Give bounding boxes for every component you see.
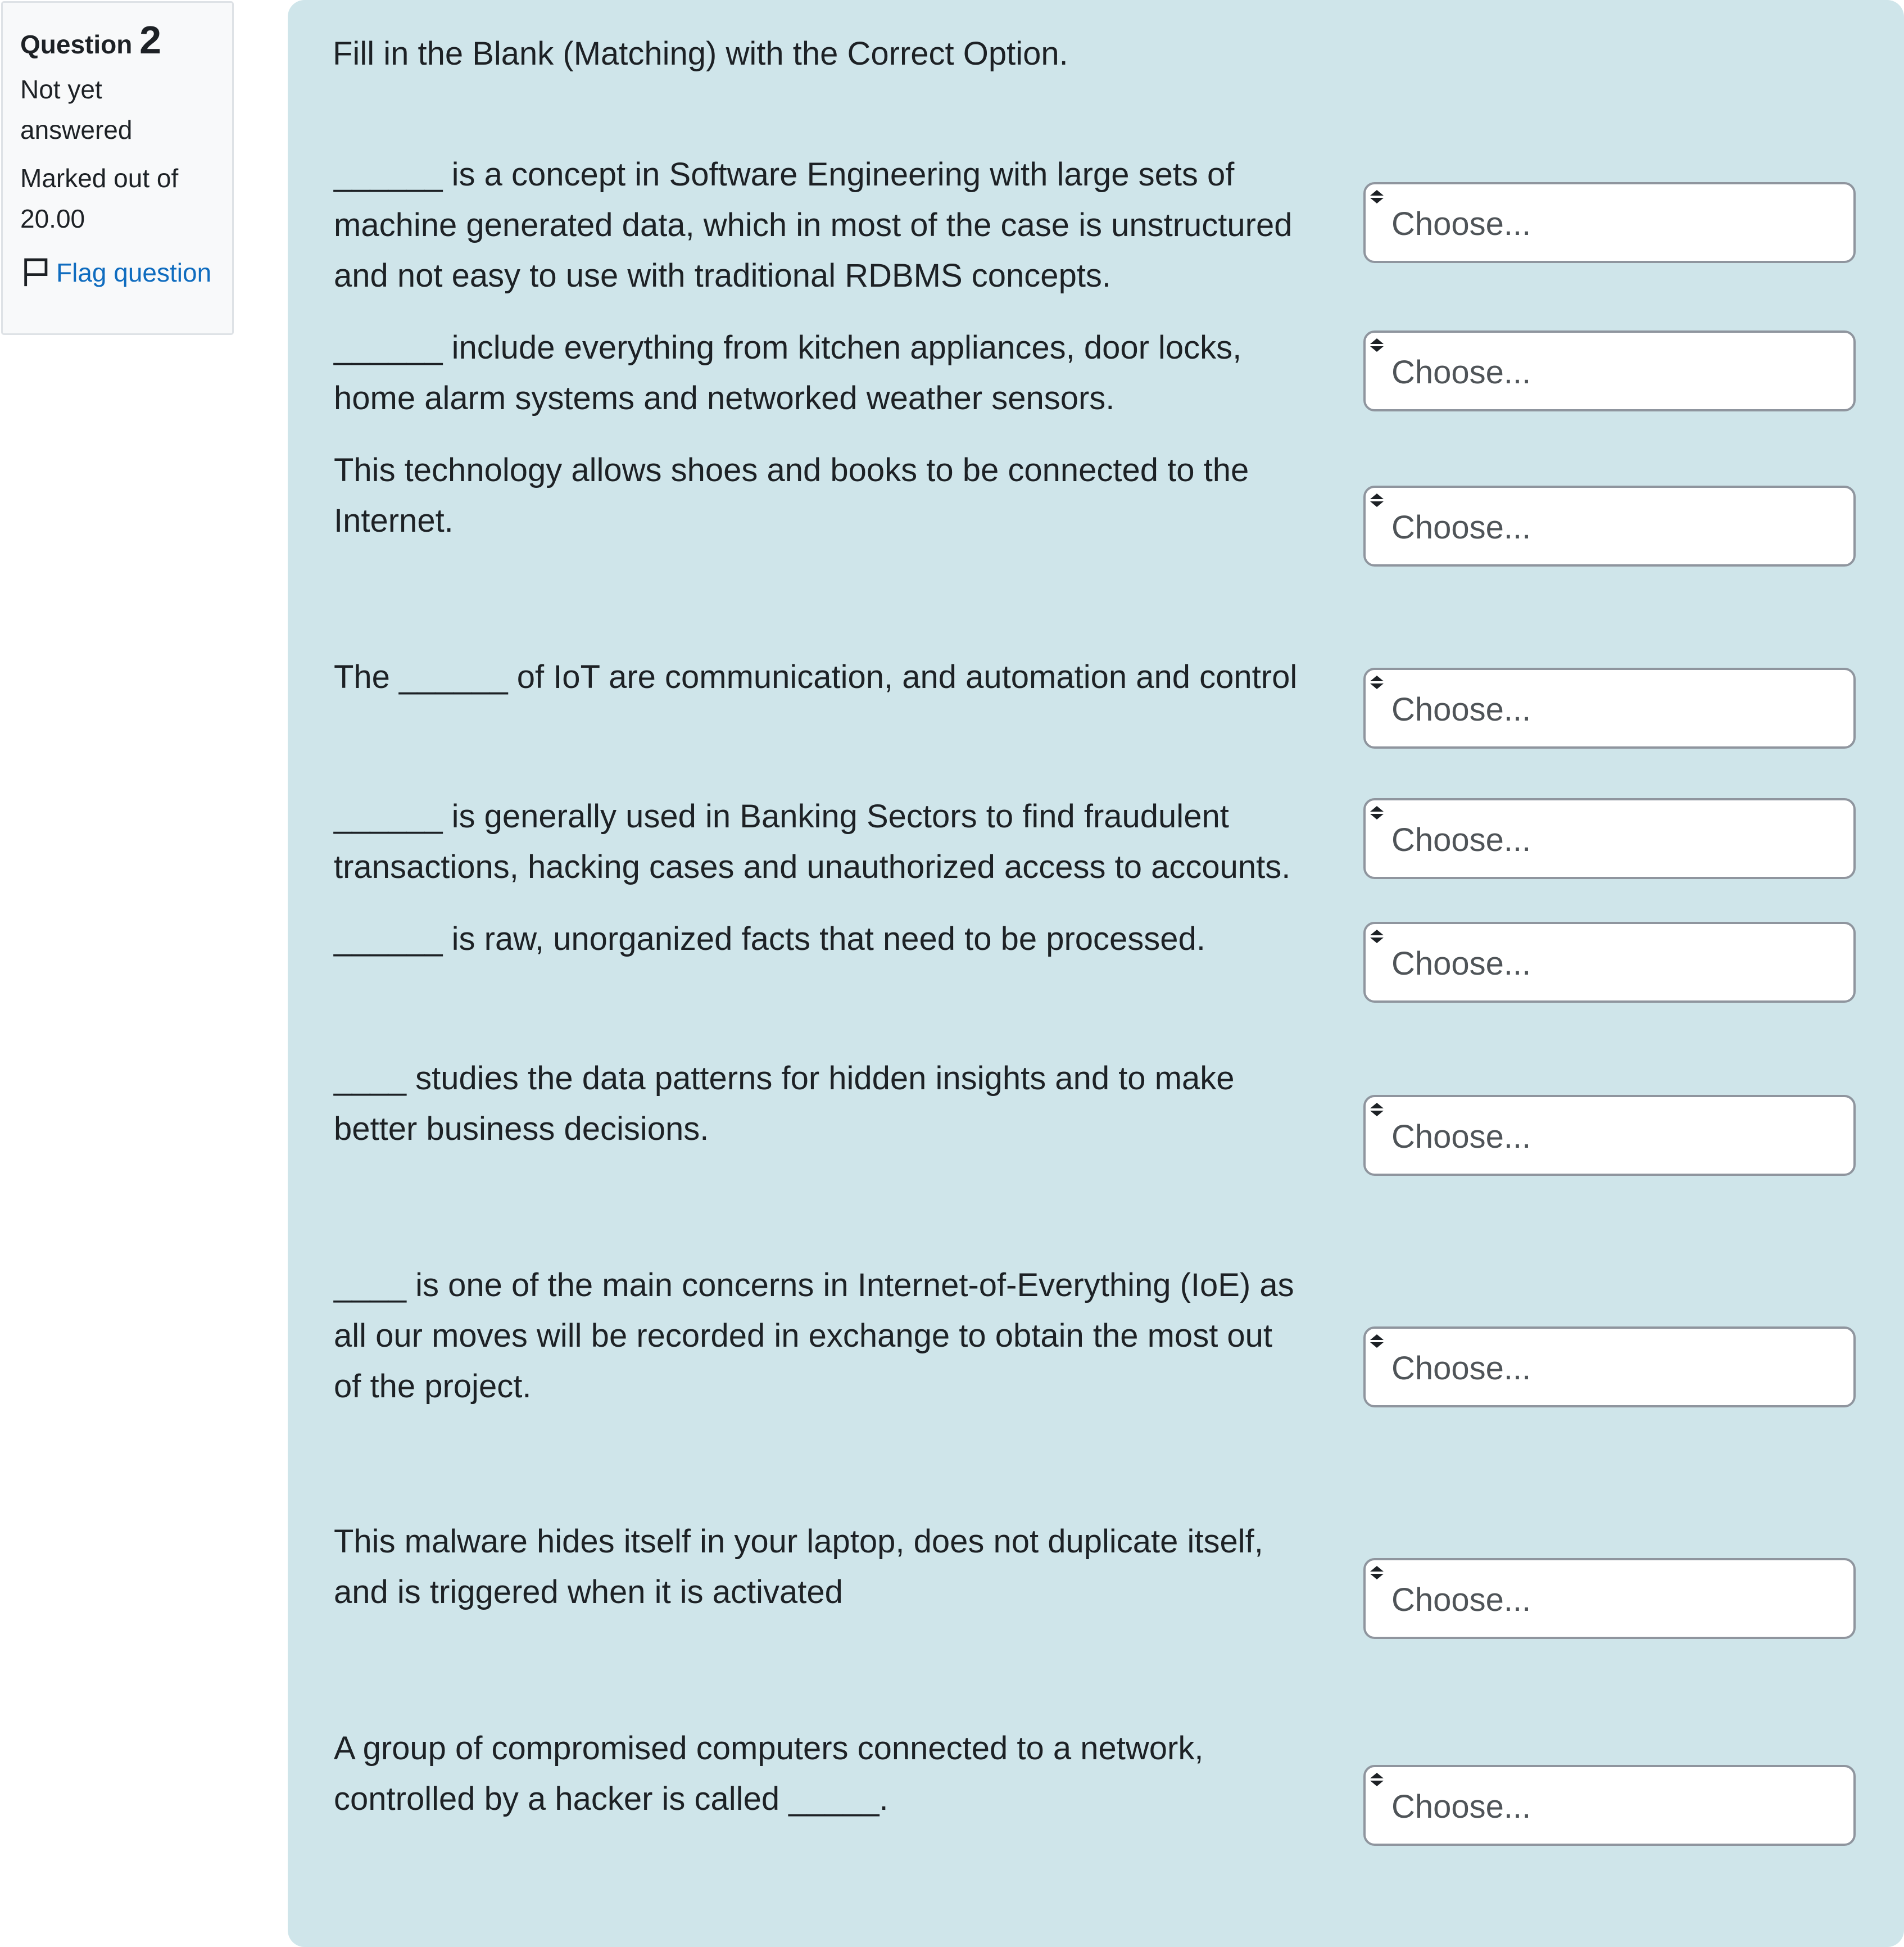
question-state <box>20 69 215 150</box>
matching-stem-6 <box>334 914 1334 965</box>
question-info-panel <box>1 1 234 335</box>
answer-select-1[interactable] <box>1363 182 1856 263</box>
select-value: Choose... <box>1391 509 1531 546</box>
matching-stem-1 <box>334 150 1334 301</box>
select-arrows-icon <box>1366 487 1388 515</box>
question-state-line: Not yet <box>20 75 102 104</box>
stem-line: This malware hides itself in your laptop, does not duplicate itself, <box>334 1523 1263 1560</box>
select-value: Choose... <box>1391 206 1531 242</box>
matching-stem-7 <box>334 1053 1334 1154</box>
select-arrows-icon <box>1366 799 1388 827</box>
flag-icon <box>20 256 53 289</box>
matching-stem-2 <box>334 323 1334 424</box>
question-grade-label: Marked out of <box>20 164 179 193</box>
select-value: Choose... <box>1391 822 1531 858</box>
stem-line: This technology allows shoes and books to be connected to the <box>334 452 1249 488</box>
select-arrows-icon <box>1366 1096 1388 1124</box>
select-value: Choose... <box>1391 1350 1531 1387</box>
stem-line: controlled by a hacker is called _____. <box>334 1781 888 1817</box>
select-value: Choose... <box>1391 691 1531 728</box>
stem-line: ______ is raw, unorganized facts that need to be processed. <box>334 921 1205 957</box>
stem-line: of the project. <box>334 1368 532 1405</box>
answer-select-6[interactable] <box>1363 922 1856 1003</box>
stem-line: A group of compromised computers connected to a network, <box>334 1730 1204 1767</box>
flag-question-label[interactable]: Flag question <box>56 258 212 287</box>
select-value: Choose... <box>1391 1788 1531 1825</box>
answer-select-2[interactable] <box>1363 330 1856 411</box>
question-number-value: 2 <box>139 18 162 62</box>
stem-line: ______ is a concept in Software Engineering with large sets of <box>334 156 1235 193</box>
select-arrows-icon <box>1366 1328 1388 1356</box>
matching-stem-5 <box>334 791 1334 893</box>
matching-stem-10 <box>334 1723 1334 1824</box>
stem-line: ____ studies the data patterns for hidden insights and to make <box>334 1060 1235 1097</box>
select-value: Choose... <box>1391 1582 1531 1618</box>
answer-select-8[interactable] <box>1363 1326 1856 1407</box>
answer-select-9[interactable] <box>1363 1558 1856 1639</box>
select-arrows-icon <box>1366 669 1388 697</box>
matching-stem-3 <box>334 445 1334 546</box>
question-grade-value: 20.00 <box>20 204 85 233</box>
answer-select-7[interactable] <box>1363 1095 1856 1176</box>
stem-line: and is triggered when it is activated <box>334 1574 843 1610</box>
select-value: Choose... <box>1391 354 1531 391</box>
question-number <box>20 17 215 67</box>
stem-line: better business decisions. <box>334 1111 709 1147</box>
answer-select-3[interactable] <box>1363 486 1856 567</box>
select-arrows-icon <box>1366 923 1388 951</box>
answer-select-4[interactable] <box>1363 668 1856 749</box>
select-arrows-icon <box>1366 332 1388 360</box>
stem-line: home alarm systems and networked weather sensors. <box>334 380 1115 416</box>
stem-line: ____ is one of the main concerns in Internet-of-Everything (IoE) as <box>334 1267 1294 1303</box>
stem-line: and not easy to use with traditional RDBMS concepts. <box>334 257 1112 294</box>
stem-line: ______ include everything from kitchen appliances, door locks, <box>334 329 1242 366</box>
stem-line: all our moves will be recorded in exchange to obtain the most out <box>334 1317 1273 1354</box>
question-label: Question <box>20 30 133 59</box>
select-arrows-icon <box>1366 1559 1388 1587</box>
matching-stem-4 <box>334 652 1334 703</box>
question-state-line: answered <box>20 115 133 144</box>
stem-line: Internet. <box>334 502 454 539</box>
question-grade <box>20 158 215 239</box>
flag-question-link[interactable] <box>20 252 215 293</box>
stem-line: machine generated data, which in most of the case is unstructured <box>334 207 1293 243</box>
select-arrows-icon <box>1366 1766 1388 1794</box>
select-arrows-icon <box>1366 183 1388 211</box>
stem-line: transactions, hacking cases and unauthorized access to accounts. <box>334 849 1291 885</box>
select-value: Choose... <box>1391 945 1531 982</box>
matching-stem-8 <box>334 1260 1334 1412</box>
select-value: Choose... <box>1391 1119 1531 1155</box>
stem-line: The ______ of IoT are communication, and automation and control <box>334 659 1298 695</box>
stem-line: ______ is generally used in Banking Sectors to find fraudulent <box>334 798 1229 835</box>
matching-stem-9 <box>334 1516 1334 1618</box>
answer-select-10[interactable] <box>1363 1765 1856 1846</box>
answer-select-5[interactable] <box>1363 798 1856 879</box>
question-text: Fill in the Blank (Matching) with the Correct Option. <box>333 35 1068 72</box>
